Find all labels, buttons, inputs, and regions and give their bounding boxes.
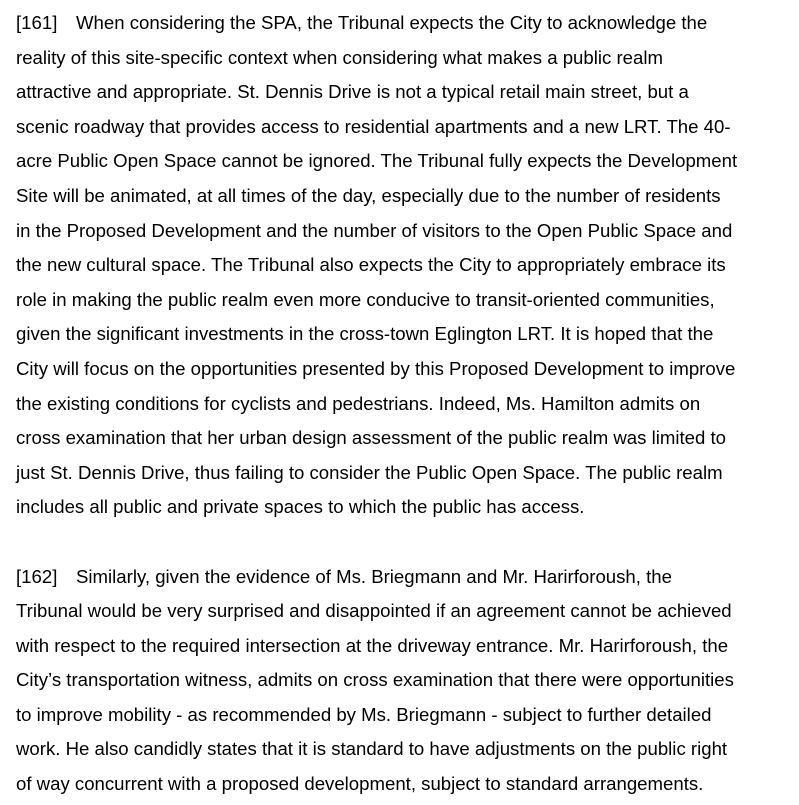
paragraph-line: Site will be animated, at all times of the day, especially due to the number of residents bbox=[16, 184, 721, 206]
paragraph-line: scenic roadway that provides access to residential apartments and a new LRT. The 40- bbox=[16, 115, 731, 137]
paragraph-line: work. He also candidly states that it is standard to have adjustments on the public right bbox=[16, 738, 728, 760]
paragraph-line: the existing conditions for cyclists and pedestrians. Indeed, Ms. Hamilton admits on bbox=[16, 392, 701, 414]
paragraph-line: role in making the public realm even more conducive to transit-oriented communities, bbox=[16, 288, 715, 310]
paragraph-161 bbox=[16, 6, 799, 525]
paragraph-line: City will focus on the opportunities presented by this Proposed Development to improve bbox=[16, 357, 736, 379]
paragraph-line: cross examination that her urban design assessment of the public realm was limited to bbox=[16, 427, 727, 449]
paragraph-line: includes all public and private spaces to which the public has access. bbox=[16, 496, 585, 518]
paragraph-text: When considering the SPA, the Tribunal expects the City to acknowledge the bbox=[76, 12, 708, 33]
paragraph-line: of way concurrent with a proposed development, subject to standard arrangements. bbox=[16, 773, 704, 795]
paragraph-line: attractive and appropriate. St. Dennis Drive is not a typical retail main street, but a bbox=[16, 81, 689, 103]
paragraph-line: reality of this site-specific context when considering what makes a public realm bbox=[16, 46, 663, 68]
paragraph-line bbox=[16, 560, 799, 595]
paragraph-line: to improve mobility - as recommended by Ms. Briegmann - subject to further detailed bbox=[16, 703, 712, 725]
paragraph-text: Similarly, given the evidence of Ms. Briegmann and Mr. Harirforoush, the bbox=[76, 565, 672, 587]
paragraph-number: [162] bbox=[16, 565, 58, 587]
paragraph-line: in the Proposed Development and the number of visitors to the Open Public Space and bbox=[16, 219, 733, 241]
document-page bbox=[16, 6, 799, 802]
paragraph-line: acre Public Open Space cannot be ignored. The Tribunal fully expects the Development bbox=[16, 150, 738, 172]
paragraph-line: just St. Dennis Drive, thus failing to consider the Public Open Space. The public realm bbox=[16, 461, 723, 483]
paragraph-line: City’s transportation witness, admits on cross examination that there were opportunities bbox=[16, 669, 734, 691]
paragraph-line: given the significant investments in the cross-town Eglington LRT. It is hoped that the bbox=[16, 323, 714, 345]
paragraph-line: Tribunal would be very surprised and disappointed if an agreement cannot be achieved bbox=[16, 600, 732, 622]
paragraph-line bbox=[16, 6, 799, 41]
paragraph-number: [161] bbox=[16, 12, 58, 33]
paragraph-line: the new cultural space. The Tribunal also expects the City to appropriately embrace its bbox=[16, 254, 726, 276]
paragraph-spacer bbox=[16, 525, 799, 560]
paragraph-162 bbox=[16, 560, 799, 802]
paragraph-line: with respect to the required intersection at the driveway entrance. Mr. Harirforoush, the bbox=[16, 634, 729, 656]
